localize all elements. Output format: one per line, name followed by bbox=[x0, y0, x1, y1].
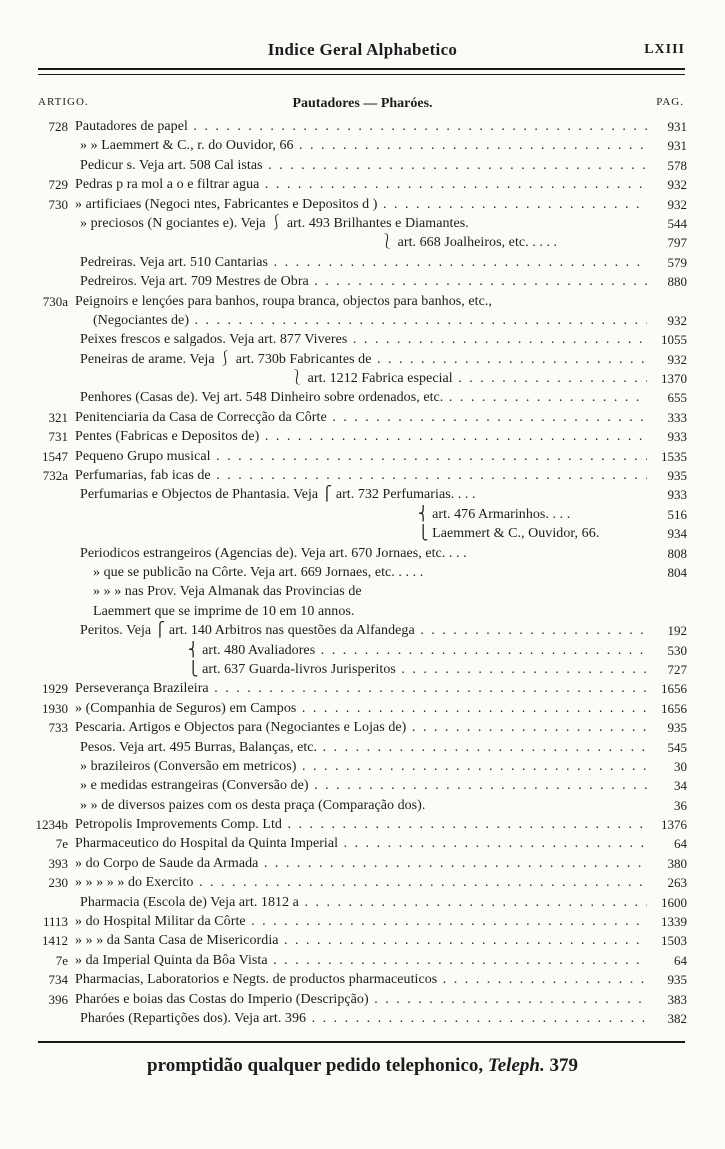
index-entry bbox=[0, 931, 725, 950]
entry-text: Peignoirs e lençóes para banhos, roupa branca, objectos para banhos, etc., bbox=[75, 293, 492, 309]
index-entry bbox=[0, 641, 725, 660]
index-entry bbox=[0, 524, 725, 543]
index-entry bbox=[0, 873, 725, 892]
entry-page-number: 933 bbox=[667, 429, 687, 445]
artigo-column-header: ARTIGO. bbox=[38, 96, 89, 108]
entry-text: » brazileiros (Conversão em metricos) . . . bbox=[80, 757, 647, 776]
entry-page-number: 1535 bbox=[661, 448, 687, 464]
index-entry bbox=[0, 195, 725, 214]
entry-text: » » » » » do Exercito . . . bbox=[75, 873, 647, 892]
index-entry bbox=[0, 175, 725, 194]
index-entry bbox=[0, 757, 725, 776]
entry-page-number: 880 bbox=[667, 274, 687, 290]
entry-page-number: 36 bbox=[674, 797, 687, 813]
entry-text: (Negociantes de) . . . bbox=[93, 311, 647, 330]
entry-page-number: 64 bbox=[674, 836, 687, 852]
index-entry bbox=[0, 660, 725, 679]
entry-text: Peixes frescos e salgados. Veja art. 877 Viveres . . . bbox=[80, 330, 647, 349]
entry-text: Penhores (Casas de). Vej art. 548 Dinheiro sobre ordenados, etc. . . . bbox=[80, 388, 647, 407]
entry-article-number: 732a bbox=[42, 468, 68, 484]
entry-page-number: 934 bbox=[667, 526, 687, 542]
index-entry bbox=[0, 214, 725, 233]
entry-article-number: 1930 bbox=[42, 700, 68, 716]
index-entry bbox=[0, 854, 725, 873]
entry-text: ⎱ art. 668 Joalheiros, etc. . . . . bbox=[380, 235, 558, 251]
index-entry bbox=[0, 970, 725, 989]
footer-italic: Teleph. bbox=[487, 1055, 545, 1076]
section-heading: Pautadores — Pharóes. bbox=[292, 96, 433, 111]
entry-text: Perseverança Brazileira . . . bbox=[75, 679, 647, 698]
index-entry bbox=[0, 466, 725, 485]
index-entry bbox=[0, 699, 725, 718]
entry-text: Perfumarias e Objectos de Phantasia. Veja ⎧ art. 732 Perfumarias. . . . bbox=[80, 487, 476, 503]
index-entry bbox=[0, 563, 725, 582]
entry-text: Pharmacia (Escola de) Veja art. 1812 a . . . bbox=[80, 893, 647, 912]
entry-page-number: 932 bbox=[667, 312, 687, 328]
entry-page-number: 655 bbox=[667, 390, 687, 406]
entry-page-number: 935 bbox=[667, 972, 687, 988]
footer-text: promptidão qualquer pedido telephonico, bbox=[147, 1055, 484, 1076]
index-entry bbox=[0, 679, 725, 698]
index-entry bbox=[0, 718, 725, 737]
entry-text: Pequeno Grupo musical . . . bbox=[75, 447, 647, 466]
entry-page-number: 530 bbox=[667, 642, 687, 658]
index-entry bbox=[0, 485, 725, 504]
entry-text: ⎩ art. 637 Guarda-livros Jurisperitos . . . bbox=[188, 660, 647, 679]
entry-page-number: 1600 bbox=[661, 894, 687, 910]
index-entry bbox=[0, 990, 725, 1009]
entry-text: » (Companhia de Seguros) em Campos . . . bbox=[75, 699, 647, 718]
entry-text: Pedras p ra mol a o e filtrar agua . . . bbox=[75, 175, 647, 194]
entry-article-number: 728 bbox=[48, 119, 68, 134]
entry-text: Pescaria. Artigos e Objectos para (Negociantes e Lojas de) . . . bbox=[75, 718, 647, 737]
index-entry bbox=[0, 350, 725, 369]
entry-text: Pedreiras. Veja art. 510 Cantarias . . . bbox=[80, 253, 647, 272]
page-title: Indice Geral Alphabetico bbox=[267, 40, 458, 59]
index-entry bbox=[0, 602, 725, 621]
entry-page-number: 931 bbox=[667, 138, 687, 154]
index-entry bbox=[0, 582, 725, 601]
entry-page-number: 333 bbox=[667, 409, 687, 425]
entry-text: Peritos. Veja ⎧ art. 140 Arbitros nas questões da Alfandega . . . bbox=[80, 621, 647, 640]
entry-text: » do Corpo de Saude da Armada . . . bbox=[75, 854, 647, 873]
entry-page-number: 727 bbox=[667, 661, 687, 677]
entry-text: » » de diversos paizes com os desta praça (Comparação dos). bbox=[80, 797, 426, 813]
entry-article-number: 731 bbox=[48, 429, 68, 445]
page-number: LXIII bbox=[644, 42, 685, 57]
entry-page-number: 382 bbox=[667, 1010, 687, 1026]
entry-text: Petropolis Improvements Comp. Ltd . . . bbox=[75, 815, 647, 834]
entry-article-number: 1234b bbox=[35, 817, 68, 833]
header-rule bbox=[38, 68, 685, 75]
entry-page-number: 933 bbox=[667, 487, 687, 503]
entry-article-number: 1412 bbox=[42, 933, 68, 949]
entry-page-number: 935 bbox=[667, 720, 687, 736]
entry-text: » e medidas estrangeiras (Conversão de) . . . bbox=[80, 776, 647, 795]
index-entry bbox=[0, 330, 725, 349]
entry-article-number: 7e bbox=[55, 836, 68, 852]
entry-text: Pharmacias, Laboratorios e Negts. de productos pharmaceuticos . . . bbox=[75, 970, 647, 989]
index-entries bbox=[0, 117, 725, 1028]
entry-page-number: 1339 bbox=[661, 914, 687, 930]
entry-article-number: 1113 bbox=[42, 914, 68, 930]
pag-column-header: PAG. bbox=[656, 96, 684, 108]
entry-page-number: 932 bbox=[667, 177, 687, 193]
index-entry bbox=[0, 951, 725, 970]
index-entry bbox=[0, 447, 725, 466]
entry-text: ⎨ art. 476 Armarinhos. . . . bbox=[418, 506, 571, 522]
entry-article-number: 230 bbox=[48, 875, 68, 891]
index-entry bbox=[0, 544, 725, 563]
index-entry bbox=[0, 292, 725, 311]
column-headers bbox=[0, 96, 725, 114]
entry-article-number: 730a bbox=[42, 293, 68, 309]
entry-article-number: 1929 bbox=[42, 681, 68, 697]
entry-article-number: 393 bbox=[48, 855, 68, 871]
entry-article-number: 730 bbox=[48, 196, 68, 212]
entry-page-number: 932 bbox=[667, 196, 687, 212]
entry-text: Periodicos estrangeiros (Agencias de). Veja art. 670 Jornaes, etc. . . . bbox=[80, 545, 467, 561]
entry-page-number: 931 bbox=[667, 119, 687, 134]
entry-text: » » Laemmert & C., r. do Ouvidor, 66 . . . bbox=[80, 136, 647, 155]
page-header bbox=[0, 40, 725, 64]
entry-text: Pharóes (Repartições dos). Veja art. 396 . . . bbox=[80, 1009, 647, 1028]
entry-page-number: 1656 bbox=[661, 681, 687, 697]
entry-page-number: 1656 bbox=[661, 700, 687, 716]
entry-page-number: 192 bbox=[667, 623, 687, 639]
entry-page-number: 30 bbox=[674, 758, 687, 774]
entry-text: » do Hospital Militar da Côrte . . . bbox=[75, 912, 647, 931]
index-entry bbox=[0, 834, 725, 853]
entry-text: » da Imperial Quinta da Bôa Vista . . . bbox=[75, 951, 647, 970]
index-entry bbox=[0, 776, 725, 795]
entry-page-number: 1055 bbox=[661, 332, 687, 348]
entry-text: Laemmert que se imprime de 10 em 10 annos. bbox=[93, 603, 355, 619]
index-entry bbox=[0, 311, 725, 330]
index-entry bbox=[0, 505, 725, 524]
index-entry bbox=[0, 272, 725, 291]
entry-page-number: 932 bbox=[667, 351, 687, 367]
entry-page-number: 797 bbox=[667, 235, 687, 251]
entry-text: Penitenciaria da Casa de Correcção da Côrte . . . bbox=[75, 408, 647, 427]
entry-text: Pedreiros. Veja art. 709 Mestres de Obra . . . bbox=[80, 272, 647, 291]
entry-page-number: 544 bbox=[667, 215, 687, 231]
index-entry bbox=[0, 136, 725, 155]
index-entry bbox=[0, 815, 725, 834]
index-entry bbox=[0, 369, 725, 388]
entry-page-number: 380 bbox=[667, 855, 687, 871]
footer-advert bbox=[0, 1055, 725, 1077]
footer-number: 379 bbox=[549, 1055, 578, 1076]
entry-page-number: 1370 bbox=[661, 371, 687, 387]
entry-page-number: 579 bbox=[667, 254, 687, 270]
entry-text: Peneiras de arame. Veja ⎰ art. 730b Fabricantes de . . . bbox=[80, 350, 647, 369]
index-entry bbox=[0, 738, 725, 757]
entry-article-number: 396 bbox=[48, 991, 68, 1007]
entry-text: Perfumarias, fab icas de . . . bbox=[75, 466, 647, 485]
entry-text: Pautadores de papel . . . bbox=[75, 117, 647, 136]
entry-text: » » » nas Prov. Veja Almanak das Provincias de bbox=[93, 584, 362, 600]
index-entry bbox=[0, 408, 725, 427]
index-entry bbox=[0, 796, 725, 815]
index-entry bbox=[0, 621, 725, 640]
index-entry bbox=[0, 233, 725, 252]
index-entry bbox=[0, 388, 725, 407]
entry-page-number: 383 bbox=[667, 991, 687, 1007]
entry-article-number: 321 bbox=[48, 409, 68, 425]
entry-text: » artificiaes (Negoci ntes, Fabricantes e Depositos d ) . . . bbox=[75, 195, 647, 214]
entry-article-number: 734 bbox=[48, 972, 68, 988]
index-entry bbox=[0, 117, 725, 136]
entry-text: ⎩ Laemmert & C., Ouvidor, 66. bbox=[418, 526, 600, 542]
entry-text: » preciosos (N gociantes e). Veja ⎰ art. 493 Brilhantes e Diamantes. bbox=[80, 215, 469, 231]
entry-page-number: 263 bbox=[667, 875, 687, 891]
entry-page-number: 935 bbox=[667, 468, 687, 484]
entry-text: Pharóes e boias das Costas do Imperio (Descripção) . . . bbox=[75, 990, 647, 1009]
entry-text: Pharmaceutico do Hospital da Quinta Imperial . . . bbox=[75, 834, 647, 853]
entry-page-number: 34 bbox=[674, 778, 687, 794]
index-entry bbox=[0, 912, 725, 931]
entry-text: ⎨ art. 480 Avaliadores . . . bbox=[188, 641, 647, 660]
entry-article-number: 7e bbox=[55, 952, 68, 968]
index-entry bbox=[0, 1009, 725, 1028]
entry-text: » que se publicão na Côrte. Veja art. 669 Jornaes, etc. . . . . bbox=[93, 564, 424, 580]
entry-page-number: 1376 bbox=[661, 817, 687, 833]
entry-article-number: 729 bbox=[48, 177, 68, 193]
entry-article-number: 1547 bbox=[42, 448, 68, 464]
index-entry bbox=[0, 893, 725, 912]
entry-page-number: 578 bbox=[667, 157, 687, 173]
index-entry bbox=[0, 156, 725, 175]
entry-page-number: 545 bbox=[667, 739, 687, 755]
entry-page-number: 804 bbox=[667, 564, 687, 580]
footer-rule bbox=[38, 1041, 685, 1043]
entry-text: Pesos. Veja art. 495 Burras, Balanças, etc. . . . bbox=[80, 738, 647, 757]
entry-text: Pentes (Fabricas e Depositos de) . . . bbox=[75, 427, 647, 446]
entry-page-number: 64 bbox=[674, 952, 687, 968]
entry-text: » » » da Santa Casa de Misericordia . . . bbox=[75, 931, 647, 950]
entry-text: Pedicur s. Veja art. 508 Cal istas . . . bbox=[80, 156, 647, 175]
entry-text: ⎱ art. 1212 Fabrica especial . . . bbox=[290, 369, 647, 388]
entry-page-number: 516 bbox=[667, 506, 687, 522]
index-entry bbox=[0, 427, 725, 446]
entry-page-number: 1503 bbox=[661, 933, 687, 949]
entry-article-number: 733 bbox=[48, 720, 68, 736]
entry-page-number: 808 bbox=[667, 545, 687, 561]
index-entry bbox=[0, 253, 725, 272]
